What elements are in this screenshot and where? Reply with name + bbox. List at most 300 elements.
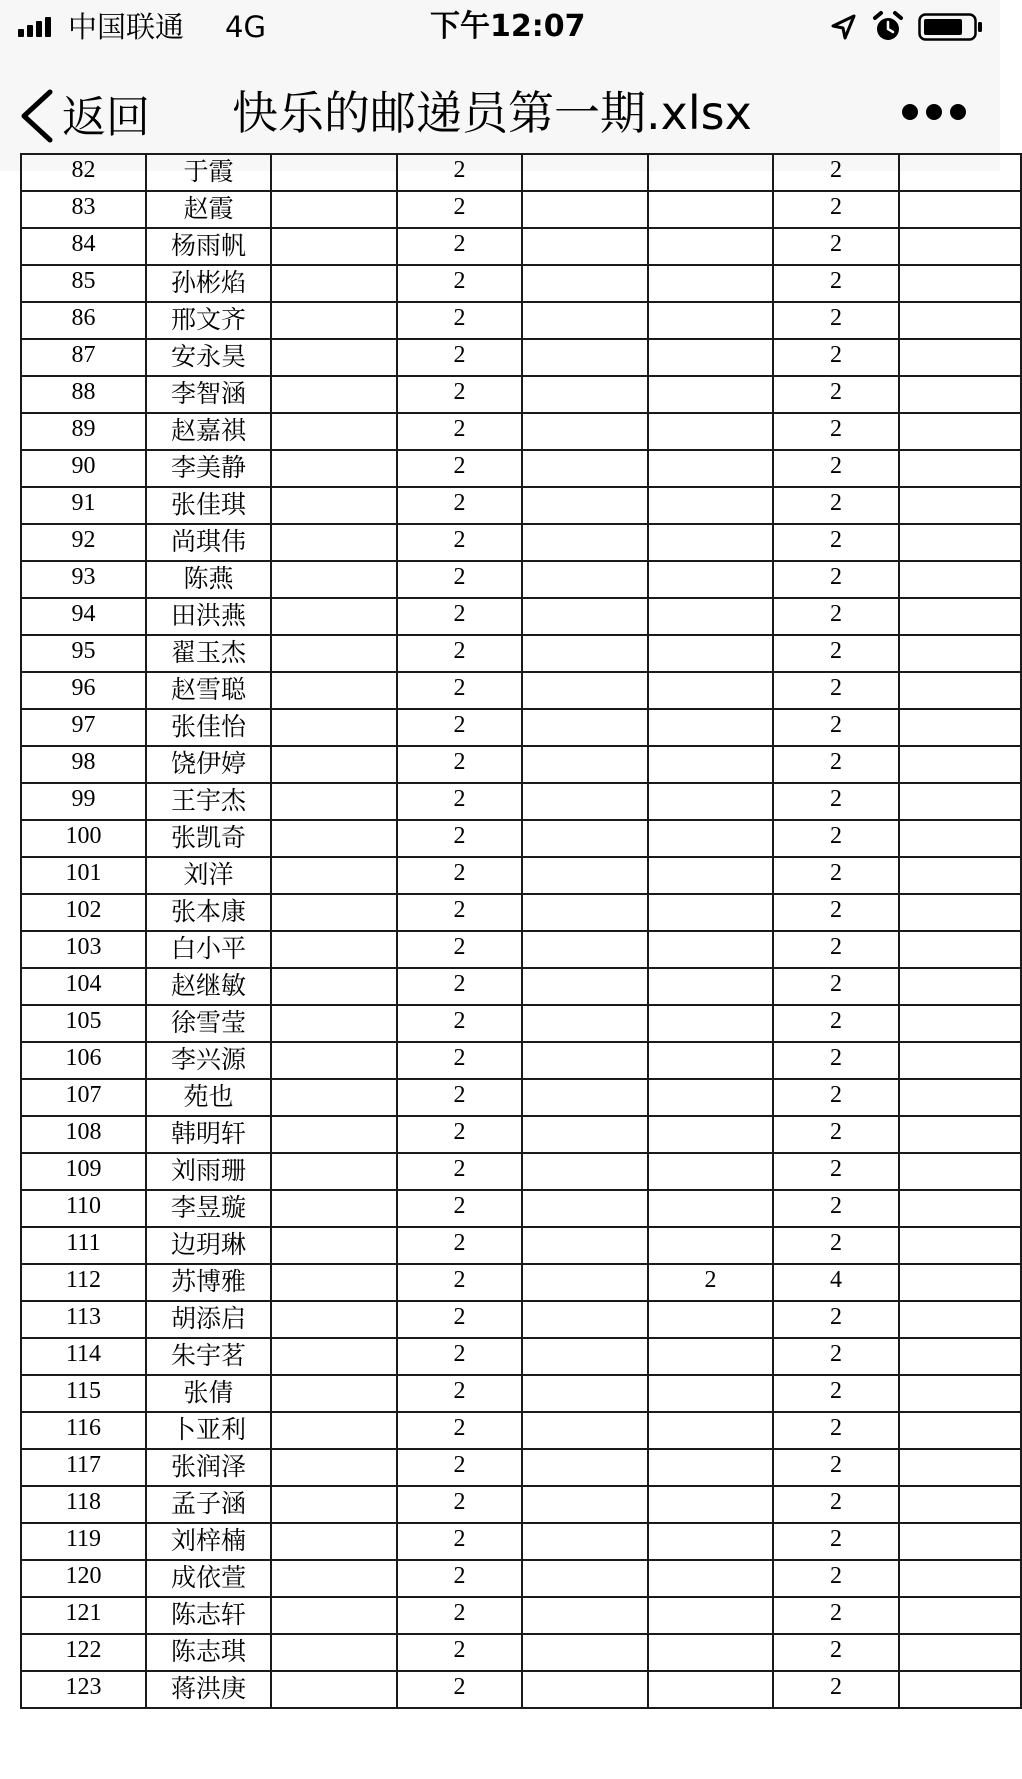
value-cell[interactable]: [648, 1005, 773, 1042]
value-cell[interactable]: [271, 561, 397, 598]
name-cell[interactable]: 邢文齐: [146, 302, 271, 339]
value-cell[interactable]: 2: [397, 598, 522, 635]
value-cell[interactable]: 2: [773, 1079, 899, 1116]
value-cell[interactable]: [271, 450, 397, 487]
value-cell[interactable]: [522, 1375, 648, 1412]
name-cell[interactable]: 李智涵: [146, 376, 271, 413]
name-cell[interactable]: 朱宇茗: [146, 1338, 271, 1375]
value-cell[interactable]: 2: [397, 1190, 522, 1227]
value-cell[interactable]: [271, 1079, 397, 1116]
value-cell[interactable]: 2: [397, 635, 522, 672]
value-cell[interactable]: 2: [773, 1227, 899, 1264]
value-cell[interactable]: [899, 450, 1021, 487]
value-cell[interactable]: [899, 672, 1021, 709]
value-cell[interactable]: [648, 968, 773, 1005]
value-cell[interactable]: [522, 339, 648, 376]
value-cell[interactable]: 2: [397, 672, 522, 709]
value-cell[interactable]: [899, 1338, 1021, 1375]
value-cell[interactable]: 2: [397, 191, 522, 228]
value-cell[interactable]: 2: [397, 1153, 522, 1190]
value-cell[interactable]: [522, 857, 648, 894]
value-cell[interactable]: [899, 413, 1021, 450]
value-cell[interactable]: [648, 1301, 773, 1338]
value-cell[interactable]: [899, 1375, 1021, 1412]
row-number-cell[interactable]: 93: [21, 561, 146, 598]
name-cell[interactable]: 赵雪聪: [146, 672, 271, 709]
value-cell[interactable]: [648, 1486, 773, 1523]
value-cell[interactable]: [271, 1338, 397, 1375]
value-cell[interactable]: 2: [397, 783, 522, 820]
name-cell[interactable]: 赵嘉祺: [146, 413, 271, 450]
value-cell[interactable]: 2: [397, 1671, 522, 1708]
value-cell[interactable]: [648, 1190, 773, 1227]
name-cell[interactable]: 孟子涵: [146, 1486, 271, 1523]
value-cell[interactable]: [522, 1264, 648, 1301]
name-cell[interactable]: 刘雨珊: [146, 1153, 271, 1190]
value-cell[interactable]: [648, 746, 773, 783]
name-cell[interactable]: 于霞: [146, 154, 271, 191]
value-cell[interactable]: [271, 413, 397, 450]
name-cell[interactable]: 翟玉杰: [146, 635, 271, 672]
value-cell[interactable]: 2: [773, 524, 899, 561]
value-cell[interactable]: [899, 931, 1021, 968]
name-cell[interactable]: 饶伊婷: [146, 746, 271, 783]
value-cell[interactable]: [522, 265, 648, 302]
row-number-cell[interactable]: 115: [21, 1375, 146, 1412]
value-cell[interactable]: [899, 746, 1021, 783]
value-cell[interactable]: [522, 635, 648, 672]
value-cell[interactable]: 2: [397, 339, 522, 376]
row-number-cell[interactable]: 97: [21, 709, 146, 746]
value-cell[interactable]: 2: [773, 1301, 899, 1338]
value-cell[interactable]: [522, 302, 648, 339]
value-cell[interactable]: [648, 302, 773, 339]
value-cell[interactable]: 2: [397, 1523, 522, 1560]
value-cell[interactable]: [899, 820, 1021, 857]
value-cell[interactable]: [271, 1486, 397, 1523]
value-cell[interactable]: [271, 1560, 397, 1597]
value-cell[interactable]: 2: [397, 1449, 522, 1486]
row-number-cell[interactable]: 111: [21, 1227, 146, 1264]
value-cell[interactable]: [522, 1338, 648, 1375]
value-cell[interactable]: 2: [773, 450, 899, 487]
value-cell[interactable]: [899, 265, 1021, 302]
name-cell[interactable]: 杨雨帆: [146, 228, 271, 265]
value-cell[interactable]: 2: [397, 1338, 522, 1375]
row-number-cell[interactable]: 110: [21, 1190, 146, 1227]
row-number-cell[interactable]: 90: [21, 450, 146, 487]
name-cell[interactable]: 卜亚利: [146, 1412, 271, 1449]
value-cell[interactable]: [271, 672, 397, 709]
value-cell[interactable]: [899, 154, 1021, 191]
name-cell[interactable]: 刘洋: [146, 857, 271, 894]
value-cell[interactable]: [271, 1523, 397, 1560]
value-cell[interactable]: 2: [397, 561, 522, 598]
value-cell[interactable]: [648, 635, 773, 672]
name-cell[interactable]: 张润泽: [146, 1449, 271, 1486]
value-cell[interactable]: 4: [773, 1264, 899, 1301]
value-cell[interactable]: 2: [773, 376, 899, 413]
name-cell[interactable]: 苑也: [146, 1079, 271, 1116]
value-cell[interactable]: [271, 1375, 397, 1412]
value-cell[interactable]: 2: [397, 376, 522, 413]
spreadsheet-view[interactable]: [0, 157, 1000, 1779]
value-cell[interactable]: 2: [773, 1116, 899, 1153]
name-cell[interactable]: 白小平: [146, 931, 271, 968]
value-cell[interactable]: 2: [397, 1597, 522, 1634]
row-number-cell[interactable]: 95: [21, 635, 146, 672]
row-number-cell[interactable]: 99: [21, 783, 146, 820]
row-number-cell[interactable]: 91: [21, 487, 146, 524]
name-cell[interactable]: 赵霞: [146, 191, 271, 228]
name-cell[interactable]: 赵继敏: [146, 968, 271, 1005]
value-cell[interactable]: [271, 191, 397, 228]
value-cell[interactable]: 2: [397, 968, 522, 1005]
value-cell[interactable]: [648, 1449, 773, 1486]
value-cell[interactable]: [522, 709, 648, 746]
value-cell[interactable]: 2: [773, 968, 899, 1005]
value-cell[interactable]: 2: [397, 1560, 522, 1597]
value-cell[interactable]: 2: [773, 487, 899, 524]
value-cell[interactable]: 2: [397, 709, 522, 746]
value-cell[interactable]: 2: [397, 1375, 522, 1412]
value-cell[interactable]: [522, 524, 648, 561]
value-cell[interactable]: 2: [397, 487, 522, 524]
value-cell[interactable]: [648, 1412, 773, 1449]
value-cell[interactable]: 2: [397, 154, 522, 191]
value-cell[interactable]: 2: [773, 1190, 899, 1227]
value-cell[interactable]: [899, 339, 1021, 376]
value-cell[interactable]: 2: [773, 1153, 899, 1190]
value-cell[interactable]: [899, 1560, 1021, 1597]
value-cell[interactable]: 2: [773, 228, 899, 265]
value-cell[interactable]: [522, 1634, 648, 1671]
value-cell[interactable]: [899, 1634, 1021, 1671]
value-cell[interactable]: 2: [773, 1338, 899, 1375]
value-cell[interactable]: 2: [397, 746, 522, 783]
value-cell[interactable]: [648, 1597, 773, 1634]
value-cell[interactable]: [271, 1005, 397, 1042]
value-cell[interactable]: [522, 1486, 648, 1523]
value-cell[interactable]: 2: [397, 1412, 522, 1449]
value-cell[interactable]: [522, 1227, 648, 1264]
value-cell[interactable]: [899, 783, 1021, 820]
value-cell[interactable]: [899, 1079, 1021, 1116]
name-cell[interactable]: 韩明轩: [146, 1116, 271, 1153]
value-cell[interactable]: [648, 561, 773, 598]
value-cell[interactable]: 2: [397, 524, 522, 561]
value-cell[interactable]: 2: [773, 672, 899, 709]
value-cell[interactable]: [522, 598, 648, 635]
name-cell[interactable]: 边玥琳: [146, 1227, 271, 1264]
value-cell[interactable]: [522, 1005, 648, 1042]
value-cell[interactable]: [899, 228, 1021, 265]
name-cell[interactable]: 苏博雅: [146, 1264, 271, 1301]
value-cell[interactable]: [899, 1486, 1021, 1523]
name-cell[interactable]: 陈志琪: [146, 1634, 271, 1671]
value-cell[interactable]: 2: [397, 450, 522, 487]
value-cell[interactable]: [522, 894, 648, 931]
value-cell[interactable]: [271, 968, 397, 1005]
value-cell[interactable]: 2: [397, 1227, 522, 1264]
value-cell[interactable]: [522, 487, 648, 524]
value-cell[interactable]: [522, 561, 648, 598]
value-cell[interactable]: 2: [773, 1560, 899, 1597]
row-number-cell[interactable]: 94: [21, 598, 146, 635]
row-number-cell[interactable]: 104: [21, 968, 146, 1005]
row-number-cell[interactable]: 119: [21, 1523, 146, 1560]
value-cell[interactable]: [271, 1597, 397, 1634]
name-cell[interactable]: 徐雪莹: [146, 1005, 271, 1042]
value-cell[interactable]: [522, 450, 648, 487]
name-cell[interactable]: 陈燕: [146, 561, 271, 598]
row-number-cell[interactable]: 106: [21, 1042, 146, 1079]
name-cell[interactable]: 张佳怡: [146, 709, 271, 746]
name-cell[interactable]: 胡添启: [146, 1301, 271, 1338]
value-cell[interactable]: 2: [397, 302, 522, 339]
value-cell[interactable]: [899, 968, 1021, 1005]
name-cell[interactable]: 张倩: [146, 1375, 271, 1412]
row-number-cell[interactable]: 88: [21, 376, 146, 413]
value-cell[interactable]: [271, 376, 397, 413]
row-number-cell[interactable]: 96: [21, 672, 146, 709]
value-cell[interactable]: 2: [397, 1005, 522, 1042]
value-cell[interactable]: 2: [397, 1116, 522, 1153]
value-cell[interactable]: 2: [773, 1597, 899, 1634]
value-cell[interactable]: 2: [773, 598, 899, 635]
value-cell[interactable]: [271, 746, 397, 783]
value-cell[interactable]: [271, 154, 397, 191]
row-number-cell[interactable]: 83: [21, 191, 146, 228]
value-cell[interactable]: [271, 1264, 397, 1301]
value-cell[interactable]: [899, 1449, 1021, 1486]
value-cell[interactable]: [522, 783, 648, 820]
value-cell[interactable]: [271, 709, 397, 746]
value-cell[interactable]: [522, 1301, 648, 1338]
name-cell[interactable]: 张凯奇: [146, 820, 271, 857]
value-cell[interactable]: [648, 1560, 773, 1597]
value-cell[interactable]: 2: [773, 1449, 899, 1486]
value-cell[interactable]: 2: [773, 1412, 899, 1449]
name-cell[interactable]: 张佳琪: [146, 487, 271, 524]
value-cell[interactable]: 2: [397, 1301, 522, 1338]
value-cell[interactable]: [648, 1634, 773, 1671]
value-cell[interactable]: 2: [773, 1375, 899, 1412]
value-cell[interactable]: [648, 413, 773, 450]
value-cell[interactable]: [522, 413, 648, 450]
value-cell[interactable]: [648, 154, 773, 191]
back-button[interactable]: [18, 88, 150, 148]
value-cell[interactable]: 2: [773, 1634, 899, 1671]
value-cell[interactable]: [522, 1449, 648, 1486]
value-cell[interactable]: [648, 598, 773, 635]
value-cell[interactable]: [899, 635, 1021, 672]
row-number-cell[interactable]: 116: [21, 1412, 146, 1449]
value-cell[interactable]: [648, 191, 773, 228]
value-cell[interactable]: 2: [397, 894, 522, 931]
value-cell[interactable]: [899, 1412, 1021, 1449]
name-cell[interactable]: 刘梓楠: [146, 1523, 271, 1560]
value-cell[interactable]: [899, 598, 1021, 635]
value-cell[interactable]: 2: [773, 413, 899, 450]
row-number-cell[interactable]: 101: [21, 857, 146, 894]
value-cell[interactable]: [648, 339, 773, 376]
value-cell[interactable]: [271, 228, 397, 265]
row-number-cell[interactable]: 123: [21, 1671, 146, 1708]
value-cell[interactable]: [271, 931, 397, 968]
value-cell[interactable]: [899, 302, 1021, 339]
value-cell[interactable]: [271, 1116, 397, 1153]
value-cell[interactable]: [899, 1005, 1021, 1042]
value-cell[interactable]: 2: [773, 1005, 899, 1042]
value-cell[interactable]: [271, 857, 397, 894]
row-number-cell[interactable]: 86: [21, 302, 146, 339]
value-cell[interactable]: 2: [648, 1264, 773, 1301]
value-cell[interactable]: [648, 450, 773, 487]
row-number-cell[interactable]: 118: [21, 1486, 146, 1523]
name-cell[interactable]: 安永昊: [146, 339, 271, 376]
value-cell[interactable]: 2: [773, 1042, 899, 1079]
value-cell[interactable]: 2: [773, 783, 899, 820]
value-cell[interactable]: [899, 1671, 1021, 1708]
value-cell[interactable]: [522, 1153, 648, 1190]
row-number-cell[interactable]: 121: [21, 1597, 146, 1634]
value-cell[interactable]: 2: [773, 302, 899, 339]
value-cell[interactable]: 2: [397, 1264, 522, 1301]
value-cell[interactable]: [522, 968, 648, 1005]
value-cell[interactable]: [648, 783, 773, 820]
name-cell[interactable]: 成依萱: [146, 1560, 271, 1597]
value-cell[interactable]: [648, 1116, 773, 1153]
value-cell[interactable]: [271, 265, 397, 302]
value-cell[interactable]: [522, 1523, 648, 1560]
value-cell[interactable]: [899, 1116, 1021, 1153]
value-cell[interactable]: [899, 376, 1021, 413]
row-number-cell[interactable]: 117: [21, 1449, 146, 1486]
value-cell[interactable]: 2: [397, 228, 522, 265]
value-cell[interactable]: 2: [773, 561, 899, 598]
value-cell[interactable]: [271, 339, 397, 376]
value-cell[interactable]: 2: [773, 857, 899, 894]
value-cell[interactable]: [648, 265, 773, 302]
value-cell[interactable]: [648, 672, 773, 709]
value-cell[interactable]: 2: [773, 746, 899, 783]
value-cell[interactable]: [648, 1079, 773, 1116]
row-number-cell[interactable]: 105: [21, 1005, 146, 1042]
value-cell[interactable]: [522, 746, 648, 783]
row-number-cell[interactable]: 87: [21, 339, 146, 376]
value-cell[interactable]: [648, 709, 773, 746]
name-cell[interactable]: 张本康: [146, 894, 271, 931]
value-cell[interactable]: 2: [773, 709, 899, 746]
name-cell[interactable]: 王宇杰: [146, 783, 271, 820]
value-cell[interactable]: [271, 894, 397, 931]
value-cell[interactable]: [271, 1449, 397, 1486]
name-cell[interactable]: 孙彬焰: [146, 265, 271, 302]
row-number-cell[interactable]: 107: [21, 1079, 146, 1116]
value-cell[interactable]: [899, 487, 1021, 524]
value-cell[interactable]: [648, 1338, 773, 1375]
name-cell[interactable]: 李昱璇: [146, 1190, 271, 1227]
value-cell[interactable]: [899, 1597, 1021, 1634]
value-cell[interactable]: [522, 191, 648, 228]
name-cell[interactable]: 田洪燕: [146, 598, 271, 635]
more-dots-icon[interactable]: [902, 104, 966, 120]
value-cell[interactable]: [648, 1227, 773, 1264]
value-cell[interactable]: [271, 598, 397, 635]
value-cell[interactable]: [899, 1227, 1021, 1264]
value-cell[interactable]: [648, 1523, 773, 1560]
value-cell[interactable]: [271, 1227, 397, 1264]
value-cell[interactable]: 2: [773, 1671, 899, 1708]
value-cell[interactable]: [271, 783, 397, 820]
value-cell[interactable]: [522, 1079, 648, 1116]
name-cell[interactable]: 尚琪伟: [146, 524, 271, 561]
row-number-cell[interactable]: 114: [21, 1338, 146, 1375]
value-cell[interactable]: [271, 487, 397, 524]
value-cell[interactable]: [899, 1523, 1021, 1560]
row-number-cell[interactable]: 109: [21, 1153, 146, 1190]
value-cell[interactable]: 2: [773, 894, 899, 931]
value-cell[interactable]: [522, 376, 648, 413]
value-cell[interactable]: [522, 154, 648, 191]
value-cell[interactable]: [271, 1412, 397, 1449]
value-cell[interactable]: [271, 1634, 397, 1671]
value-cell[interactable]: [899, 857, 1021, 894]
value-cell[interactable]: [899, 561, 1021, 598]
row-number-cell[interactable]: 82: [21, 154, 146, 191]
row-number-cell[interactable]: 85: [21, 265, 146, 302]
value-cell[interactable]: [522, 672, 648, 709]
value-cell[interactable]: [271, 1042, 397, 1079]
value-cell[interactable]: [271, 302, 397, 339]
value-cell[interactable]: [899, 1153, 1021, 1190]
row-number-cell[interactable]: 98: [21, 746, 146, 783]
value-cell[interactable]: [648, 894, 773, 931]
value-cell[interactable]: 2: [773, 265, 899, 302]
value-cell[interactable]: [271, 1671, 397, 1708]
value-cell[interactable]: [648, 1375, 773, 1412]
row-number-cell[interactable]: 120: [21, 1560, 146, 1597]
value-cell[interactable]: [522, 820, 648, 857]
value-cell[interactable]: 2: [773, 1523, 899, 1560]
name-cell[interactable]: 陈志轩: [146, 1597, 271, 1634]
value-cell[interactable]: [648, 524, 773, 561]
value-cell[interactable]: [648, 857, 773, 894]
row-number-cell[interactable]: 84: [21, 228, 146, 265]
name-cell[interactable]: 李兴源: [146, 1042, 271, 1079]
value-cell[interactable]: 2: [397, 820, 522, 857]
value-cell[interactable]: [271, 1153, 397, 1190]
row-number-cell[interactable]: 108: [21, 1116, 146, 1153]
value-cell[interactable]: 2: [397, 1042, 522, 1079]
row-number-cell[interactable]: 113: [21, 1301, 146, 1338]
value-cell[interactable]: [271, 1190, 397, 1227]
row-number-cell[interactable]: 89: [21, 413, 146, 450]
value-cell[interactable]: 2: [773, 191, 899, 228]
value-cell[interactable]: 2: [773, 154, 899, 191]
value-cell[interactable]: [899, 894, 1021, 931]
row-number-cell[interactable]: 100: [21, 820, 146, 857]
value-cell[interactable]: 2: [397, 857, 522, 894]
value-cell[interactable]: 2: [397, 1079, 522, 1116]
value-cell[interactable]: [648, 228, 773, 265]
value-cell[interactable]: [271, 1301, 397, 1338]
value-cell[interactable]: [899, 709, 1021, 746]
value-cell[interactable]: [522, 1597, 648, 1634]
value-cell[interactable]: 2: [773, 820, 899, 857]
value-cell[interactable]: [648, 1671, 773, 1708]
